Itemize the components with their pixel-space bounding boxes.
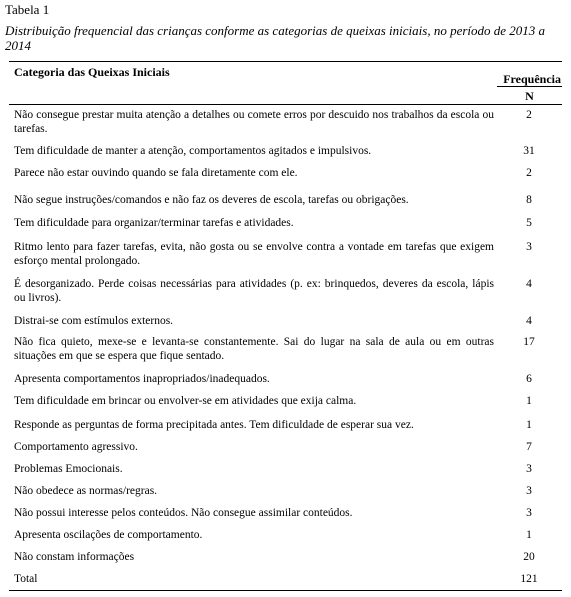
table-bottom-rule [9, 590, 562, 591]
row-n: 6 [526, 373, 532, 385]
row-n: 31 [523, 145, 535, 157]
row-n: 3 [526, 485, 532, 497]
row-n: 7 [526, 441, 532, 453]
row-category: É desorganizado. Perde coisas necessárias para atividades (p. ex: brinquedos, deveres da escola, lápis ou livros). [14, 278, 494, 304]
row-category: Ritmo lento para fazer tarefas, evita, não gosta ou se envolve contra a vontade em tarefas que exigem esforço mental prolongado. [14, 241, 494, 267]
row-category: Tem dificuldade em brincar ou envolver-se em atividades que exija calma. [14, 395, 357, 407]
row-n: 121 [520, 573, 538, 585]
row-n: 8 [526, 194, 532, 206]
row-category: Apresenta comportamentos inapropriados/inadequados. [14, 373, 270, 385]
row-n: 2 [526, 167, 532, 179]
row-category: Comportamento agressivo. [14, 441, 138, 453]
row-category: Não possui interesse pelos conteúdos. Não consegue assimilar conteúdos. [14, 507, 353, 519]
table-caption: Distribuição frequencial das crianças conforme as categorias de queixas iniciais, no período de 2013 a 2014 [5, 23, 546, 53]
header-n: N [525, 89, 534, 103]
row-category: Problemas Emocionais. [14, 463, 123, 475]
row-category: Não obedece as normas/regras. [14, 485, 158, 497]
row-n: 3 [526, 241, 532, 253]
row-n: 4 [526, 278, 532, 290]
row-category: Tem dificuldade de manter a atenção, comportamentos agitados e impulsivos. [14, 145, 372, 157]
row-category: Não consegue prestar muita atenção a detalhes ou comete erros por descuido nos trabalhos da escola ou tarefas. [14, 109, 494, 135]
row-category: Não segue instruções/comandos e não faz os deveres de escola, tarefas ou obrigações. [14, 194, 409, 206]
row-n: 2 [526, 109, 532, 121]
row-n: 17 [523, 336, 535, 348]
table-label: Tabela 1 [5, 2, 50, 17]
row-n: 1 [526, 419, 532, 431]
row-category: Tem dificuldade para organizar/terminar tarefas e atividades. [14, 217, 294, 229]
row-category: Distrai-se com estímulos externos. [14, 315, 174, 327]
row-category: Apresenta oscilações de comportamento. [14, 529, 203, 541]
row-n: 3 [526, 463, 532, 475]
header-category: Categoria das Queixas Iniciais [14, 65, 170, 79]
header-frequency: Frequência [503, 72, 561, 86]
row-category: Responde as perguntas de forma precipitada antes. Tem dificuldade de esperar sua vez. [14, 419, 414, 431]
row-n: 1 [526, 529, 532, 541]
row-category: Não fica quieto, mexe-se e levanta-se constantemente. Sai do lugar na sala de aula ou em outras situações em que se espera que fique sentado. [14, 336, 494, 362]
row-n: 20 [523, 551, 535, 563]
row-category: Total [14, 573, 38, 585]
row-n: 4 [526, 315, 532, 327]
row-n: 5 [526, 217, 532, 229]
row-category: Não constam informações [14, 551, 135, 563]
row-category: Parece não estar ouvindo quando se fala diretamente com ele. [14, 167, 298, 179]
row-n: 1 [526, 395, 532, 407]
row-n: 3 [526, 507, 532, 519]
